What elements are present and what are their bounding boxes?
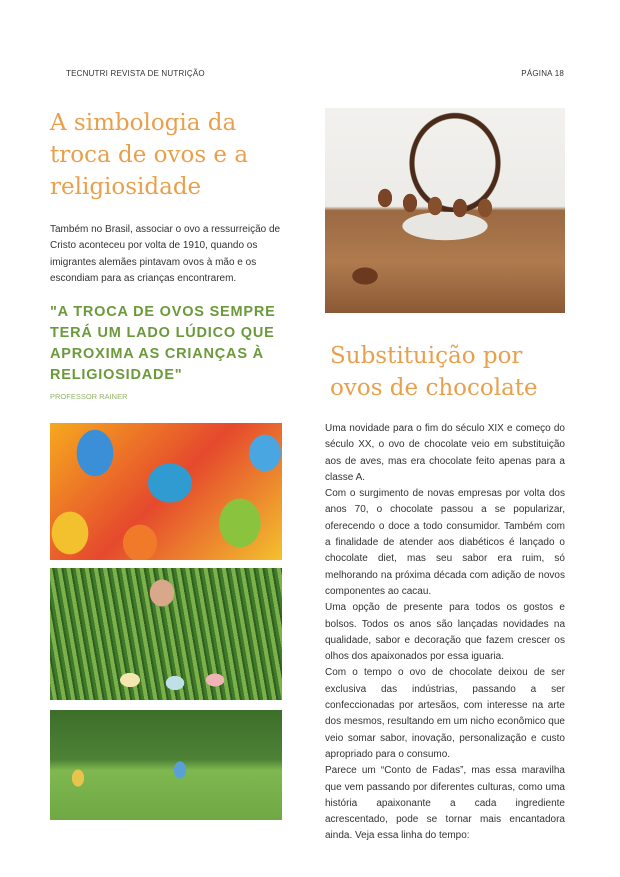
section-title-symbolism: A simbologia da troca de ovos e a religiosidade xyxy=(50,110,249,200)
intro-text: Também no Brasil, associar o ovo a ressurreição de Cristo aconteceu por volta de 1910, quando os imigrantes alemães pintavam ovos à mão e os escondiam para as crianças encontrarem. xyxy=(50,224,281,284)
chocolate-eggs-photo xyxy=(325,108,565,313)
paragraph: Uma novidade para o fim do século XIX e começo do século XX, o ovo de chocolate veio em substituição aos de aves, mas era chocolate feito apenas para a classe A. xyxy=(325,423,565,483)
colorful-eggs-photo xyxy=(50,423,282,560)
intro-paragraph xyxy=(50,222,285,287)
quote-author: PROFESSOR RAINER xyxy=(50,392,128,401)
chocolate-article-body xyxy=(325,421,565,845)
paragraph: Com o surgimento de novas empresas por volta dos anos 70, o chocolate passou a se popularizar, oferecendo o doce a todo consumidor. Também com a finalidade de atender aos diabéticos é lançado o chocolate diet, mas seu sabor era ruim, só melhorando na próxima década com adição de novos componentes ao cacau. xyxy=(325,488,565,597)
children-egg-hunt-photo xyxy=(50,710,282,820)
section-title-chocolate-eggs: Substituição por ovos de chocolate xyxy=(330,343,538,401)
paragraph: Com o tempo o ovo de chocolate deixou de ser exclusiva das indústrias, passando a ser confeccionadas por artesãos, com interesse na arte dos mesmos, resultando em um nicho econômico que veio somar sabor, inovação, personalização e custo apropriado para o consumo. xyxy=(325,667,565,760)
paragraph: Uma opção de presente para todos os gostos e bolsos. Todos os anos são lançadas novidades na qualidade, sabor e decoração que fazem crescer os olhos dos apaixonados por essa iguaria. xyxy=(325,602,565,663)
pull-quote: "A TROCA DE OVOS SEMPRE TERÁ UM LADO LÚDICO QUE APROXIMA AS CRIANÇAS À RELIGIOSIDADE" xyxy=(50,304,276,383)
child-in-grass-photo xyxy=(50,568,282,700)
magazine-name: TECNUTRI REVISTA DE NUTRIÇÃO xyxy=(66,69,205,78)
paragraph: Parece um “Conto de Fadas”, mas essa maravilha que vem passando por diferentes culturas, como uma história apaixonante a cada ingrediente acrescentado, pode se tornar mais encantadora ainda. Veja essa linha do tempo: xyxy=(325,765,565,842)
page-number: PÁGINA 18 xyxy=(521,69,564,78)
